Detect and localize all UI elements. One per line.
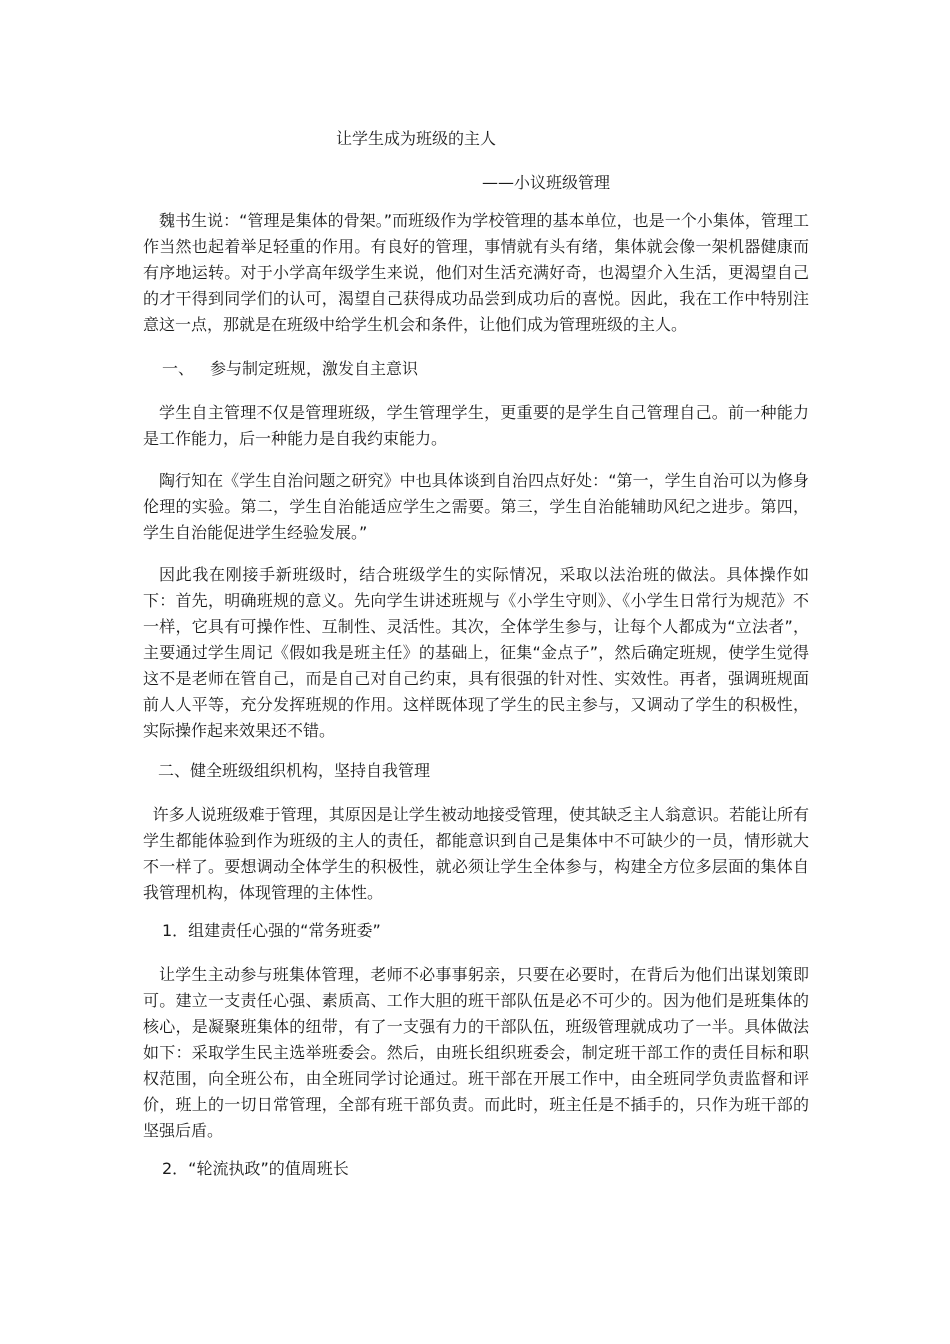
- section1-para3-block: [143, 562, 809, 744]
- section1-number: 一、: [162, 359, 195, 378]
- document-title: 让学生成为班级的主人: [336, 129, 497, 148]
- subsection2-heading: 2．“轮流执政”的值周班长: [162, 1159, 349, 1178]
- subsection1-paragraph: 让学生主动参与班集体管理，老师不必事事躬亲，只要在必要时，在背后为他们出谋划策即可。建立一支责任心强、素质高、工作大胆的班干部队伍是必不可少的。因为他们是班集体的核心，是凝聚班集体的纽带，有了一支强有力的干部队伍，班级管理就成功了一半。具体做法如下：采取学生民主选举班委会。然后，由班长组织班委会，制定班干部工作的责任目标和职权范围，向全班公布，由全班同学讨论通过。班干部在开展工作中，由全班同学负责监督和评价，班上的一切日常管理，全部有班干部负责。而此时，班主任是不插手的，只作为班干部的坚强后盾。: [143, 965, 809, 1140]
- section2-paragraph-1: 许多人说班级难于管理，其原因是让学生被动地接受管理，使其缺乏主人翁意识。若能让所有学生都能体验到作为班级的主人的责任，都能意识到自己是集体中不可缺少的一员，情形就大不一样了。要想调动全体学生的积极性，就必须让学生全体参与，构建全方位多层面的集体自我管理机构，体现管理的主体性。: [143, 805, 809, 902]
- subsection1-heading: 1．组建责任心强的“常务班委”: [162, 921, 381, 940]
- document-subtitle: ——小议班级管理: [482, 173, 611, 192]
- intro-block: [143, 208, 809, 338]
- section1-paragraph-3: 因此我在刚接手新班级时，结合班级学生的实际情况，采取以法治班的做法。具体操作如下：首先，明确班规的意义。先向学生讲述班规与《小学生守则》、《小学生日常行为规范》不一样，它具有可操作性、互制性、灵活性。其次，全体学生参与，让每个人都成为“立法者”，主要通过学生周记《假如我是班主任》的基础上，征集“金点子”，然后确定班规，使学生觉得这不是老师在管自己，而是自己对自己约束，具有很强的针对性、实效性。再者，强调班规面前人人平等，充分发挥班规的作用。这样既体现了学生的民主参与，又调动了学生的积极性，实际操作起来效果还不错。: [143, 565, 809, 740]
- section2-heading: 二、健全班级组织机构，坚持自我管理: [158, 761, 431, 780]
- section2-para1-block: [143, 802, 809, 906]
- section1-paragraph-2: 陶行知在《学生自治问题之研究》中也具体谈到自治四点好处：“第一，学生自治可以为修身伦理的实验。第二，学生自治能适应学生之需要。第三，学生自治能辅助风纪之进步。第四，学生自治能促进学生经验发展。”: [143, 471, 809, 542]
- section1-heading-text: 参与制定班规，激发自主意识: [210, 359, 419, 378]
- section1-para1-block: [143, 400, 809, 452]
- intro-paragraph: 魏书生说：“管理是集体的骨架。”而班级作为学校管理的基本单位，也是一个小集体，管理工作当然也起着举足轻重的作用。有良好的管理，事情就有头有绪，集体就会像一架机器健康而有序地运转。对于小学高年级学生来说，他们对生活充满好奇，也渴望介入生活，更渴望自己的才干得到同学们的认可，渴望自己获得成功品尝到成功后的喜悦。因此，我在工作中特别注意这一点，那就是在班级中给学生机会和条件，让他们成为管理班级的主人。: [143, 211, 809, 334]
- section1-para2-block: [143, 468, 809, 546]
- section1-paragraph-1: 学生自主管理不仅是管理班级，学生管理学生，更重要的是学生自己管理自己。前一种能力是工作能力，后一种能力是自我约束能力。: [143, 403, 809, 448]
- subsection1-para-block: [143, 962, 809, 1144]
